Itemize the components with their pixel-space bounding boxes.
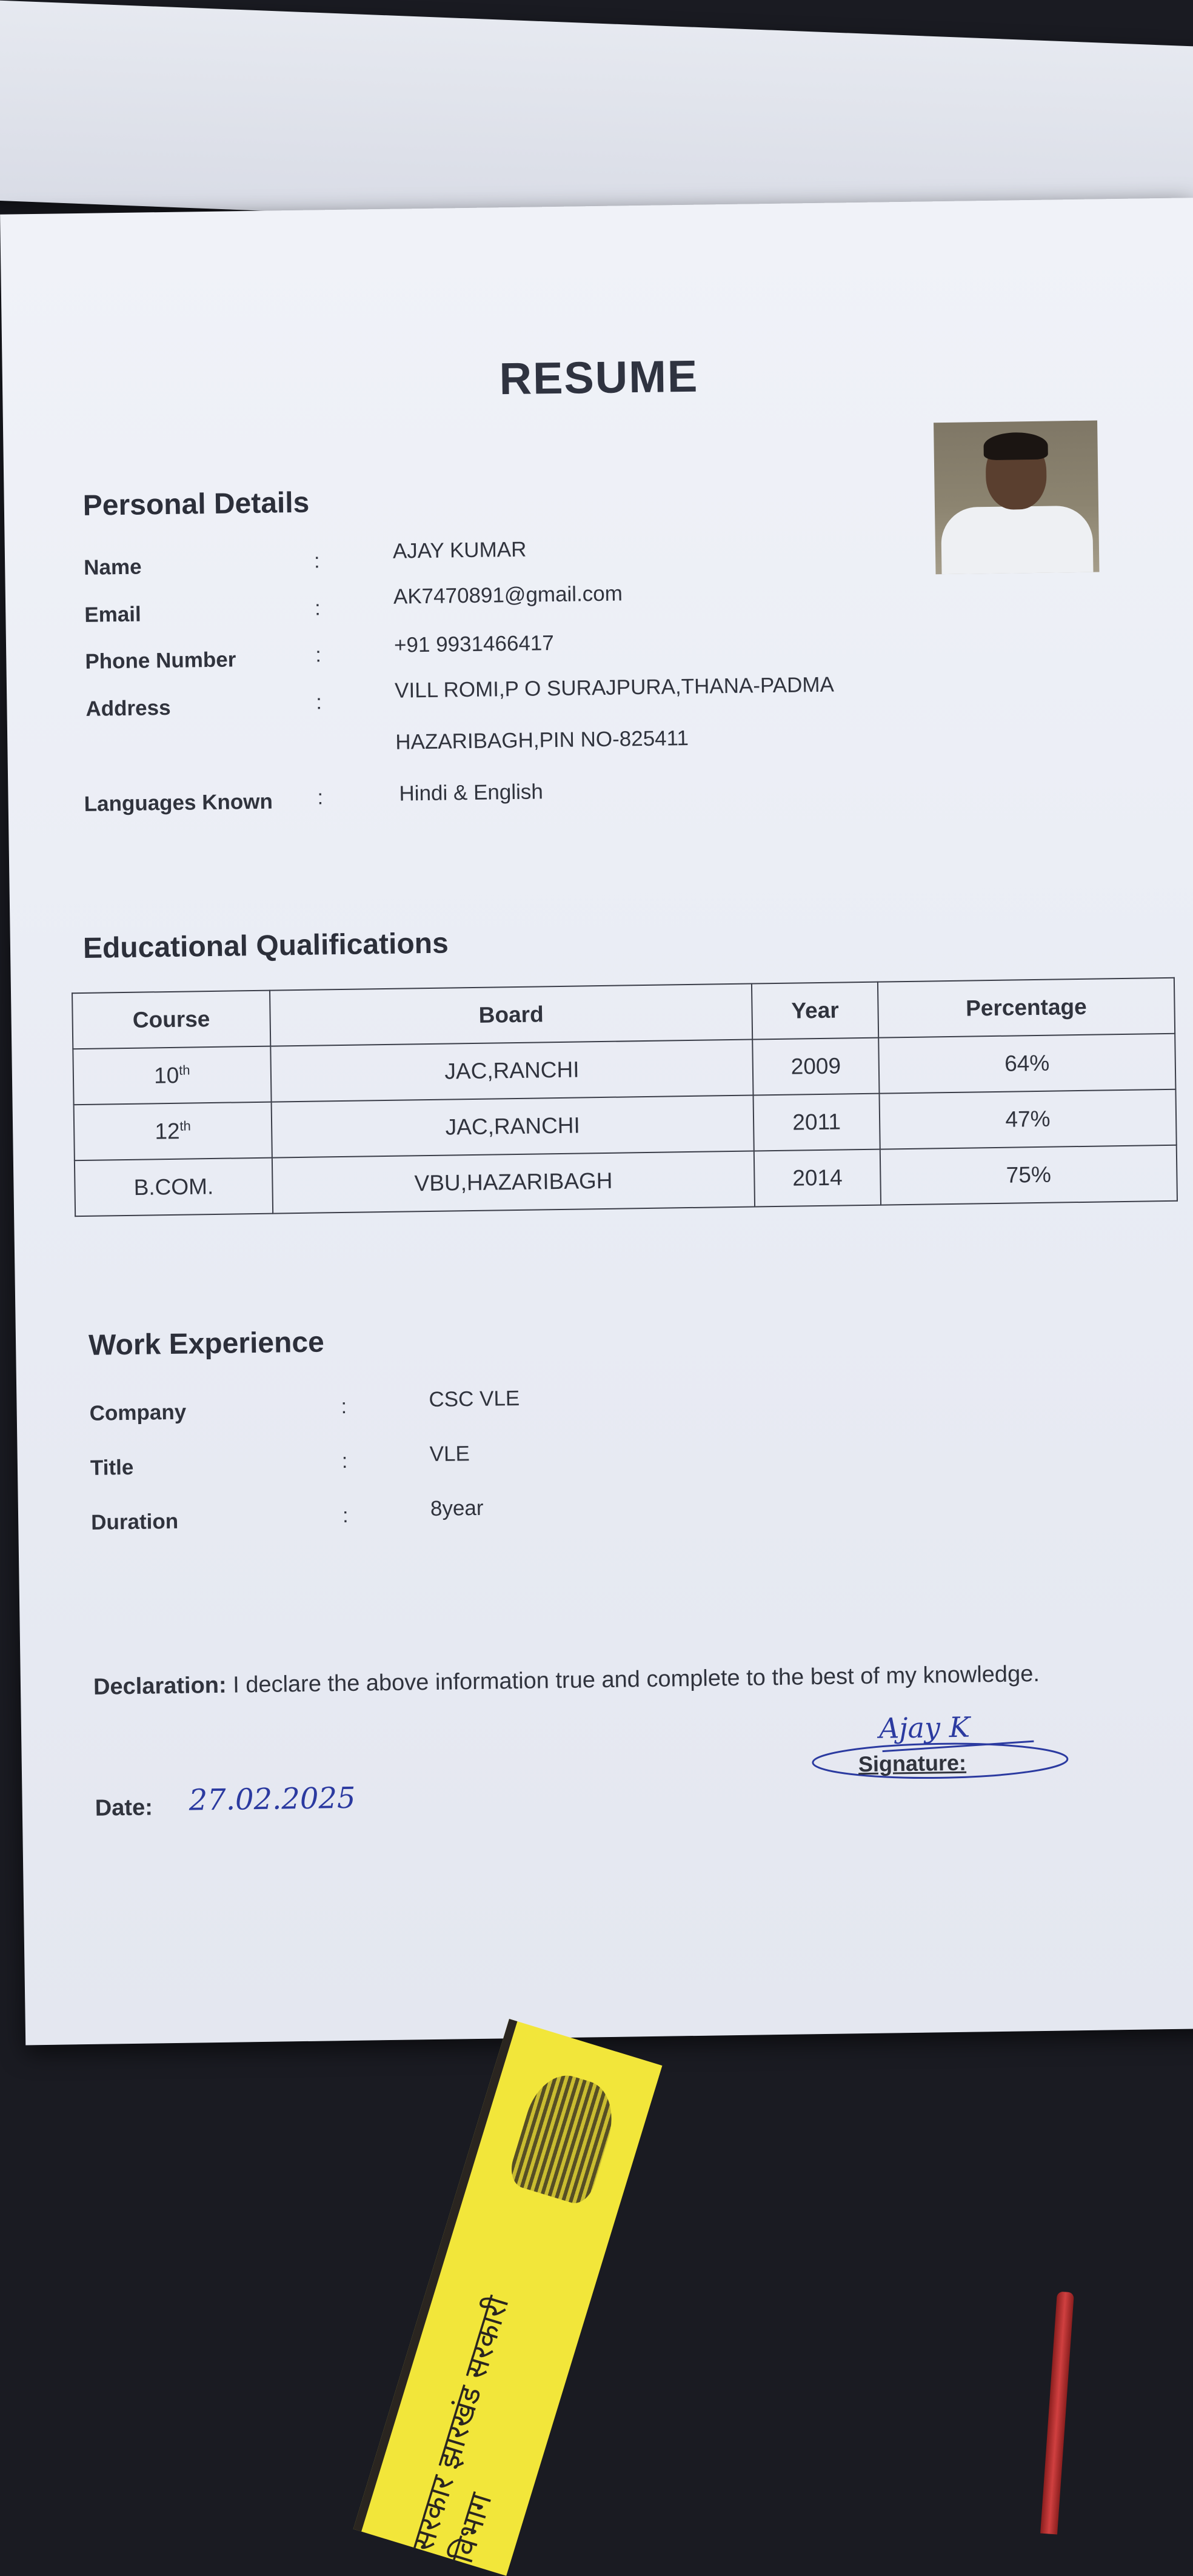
percentage-cell: 75%	[880, 1145, 1177, 1205]
pen	[1040, 2292, 1074, 2535]
personal-details-heading: Personal Details	[82, 486, 310, 522]
percentage-cell: 64%	[878, 1034, 1175, 1094]
company-label: Company	[89, 1400, 187, 1425]
duration-colon: :	[342, 1504, 349, 1528]
education-table	[72, 977, 1178, 1217]
year-cell: 2011	[754, 1094, 880, 1151]
name-label: Name	[83, 555, 142, 580]
course-cell: 10th	[73, 1046, 271, 1105]
signature-label: Signature:	[858, 1750, 967, 1777]
declaration-text: I declare the above information true and complete to the best of my knowledge.	[232, 1661, 1040, 1698]
phone-value: +91 9931466417	[393, 631, 555, 657]
profile-photo	[934, 421, 1099, 575]
date-handwritten: 27.02.2025	[189, 1781, 356, 1818]
address-value-line2: HAZARIBAGH,PIN NO-825411	[395, 726, 689, 754]
percentage-cell: 47%	[879, 1089, 1176, 1149]
declaration-label: Declaration:	[93, 1672, 227, 1700]
photo-shirt	[941, 506, 1094, 575]
languages-colon: :	[317, 786, 324, 809]
page-title: RESUME	[499, 350, 699, 404]
address-label: Address	[85, 695, 171, 721]
column-header-board: Board	[270, 984, 753, 1046]
national-emblem-icon	[506, 2067, 623, 2207]
board-cell: VBU,HAZARIBAGH	[272, 1151, 755, 1214]
photo-hair	[983, 432, 1048, 460]
year-cell: 2009	[753, 1038, 880, 1096]
languages-label: Languages Known	[84, 789, 273, 816]
column-header-course: Course	[72, 991, 270, 1049]
work-experience-heading: Work Experience	[88, 1326, 325, 1362]
languages-value: Hindi & English	[399, 780, 544, 806]
lanyard-text: सरकार झारखंड सरकारी विभाग	[404, 2292, 516, 2568]
company-colon: :	[341, 1394, 347, 1419]
column-header-year: Year	[752, 982, 878, 1040]
course-cell: 12th	[74, 1102, 272, 1161]
resume-page	[0, 198, 1193, 2045]
board-cell: JAC,RANCHI	[270, 1040, 754, 1102]
title-value: VLE	[429, 1442, 470, 1467]
phone-colon: :	[315, 643, 322, 667]
duration-value: 8year	[430, 1496, 484, 1521]
education-heading: Educational Qualifications	[82, 927, 449, 965]
date-label: Date:	[95, 1795, 153, 1821]
name-value: AJAY KUMAR	[392, 537, 527, 563]
email-label: Email	[84, 602, 141, 627]
signature-handwritten: Ajay K	[878, 1710, 971, 1745]
duration-label: Duration	[90, 1509, 179, 1534]
address-colon: :	[316, 691, 322, 714]
id-card-lanyard	[353, 2019, 663, 2576]
declaration	[93, 1661, 1040, 1701]
year-cell: 2014	[754, 1149, 881, 1207]
phone-label: Phone Number	[85, 647, 236, 674]
title-colon: :	[341, 1449, 348, 1473]
board-cell: JAC,RANCHI	[271, 1096, 754, 1158]
course-cell: B.COM.	[75, 1158, 273, 1217]
column-header-percentage: Percentage	[878, 978, 1175, 1038]
company-value: CSC VLE	[429, 1386, 520, 1412]
address-value-line1: VILL ROMI,P O SURAJPURA,THANA-PADMA	[394, 672, 835, 703]
name-colon: :	[313, 549, 320, 573]
title-label: Title	[90, 1455, 134, 1480]
email-value: AK7470891@gmail.com	[393, 581, 623, 609]
email-colon: :	[314, 597, 321, 620]
